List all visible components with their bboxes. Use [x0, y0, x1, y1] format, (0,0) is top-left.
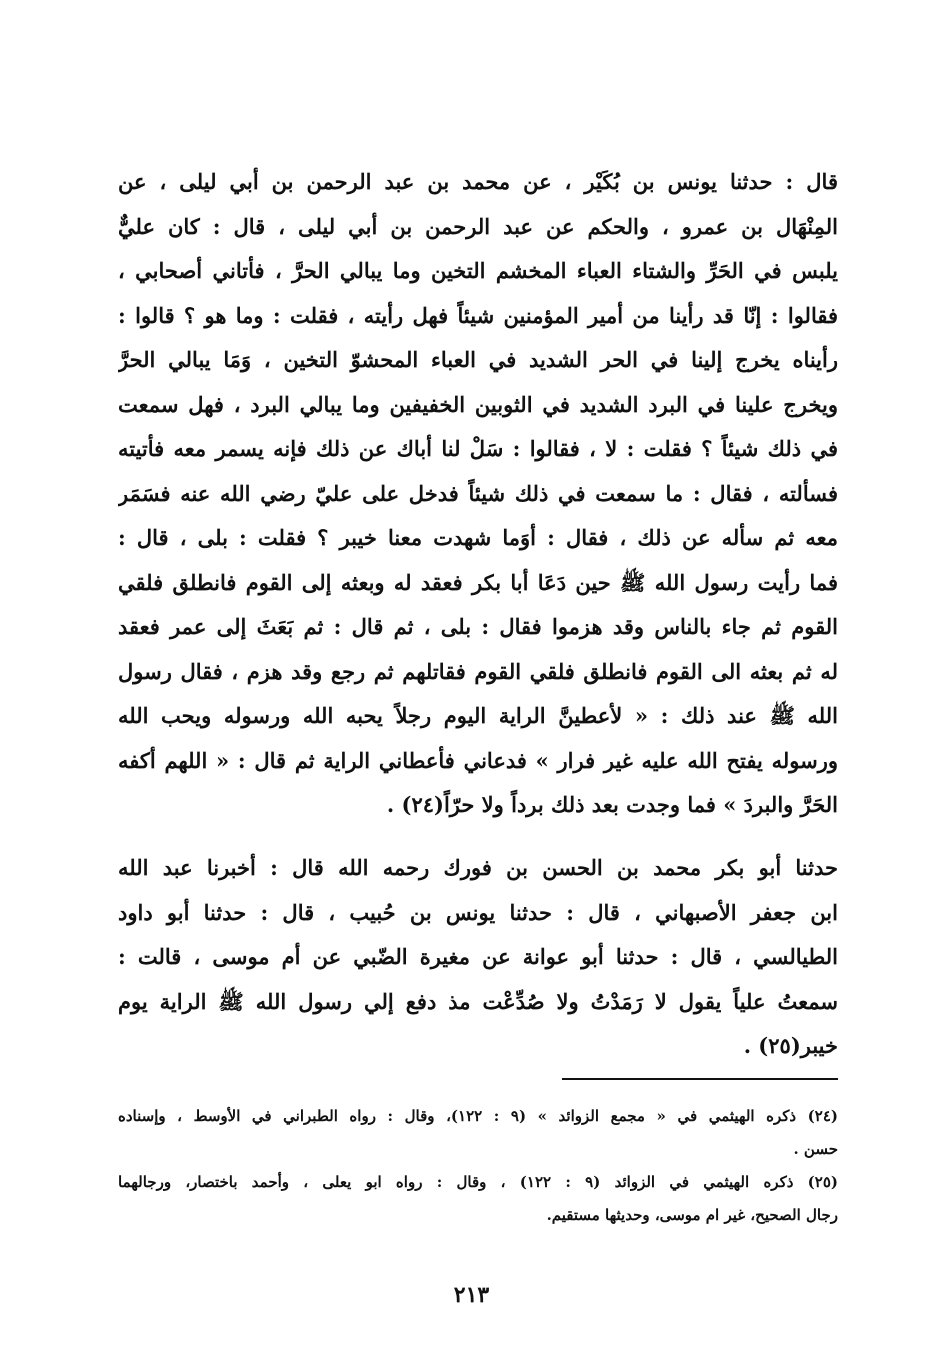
text-line: ويخرج علينا في البرد الشديد في الثوبين الخفيفين وما يبالي البرد ، فهل سمعت: [118, 391, 838, 417]
text-line: رأيناه يخرج إلينا في الحر الشديد في العباء المحشوّ التخين ، وَمَا يبالي الحرَّ: [118, 347, 838, 372]
text-line: ابن جعفر الأصبهاني ، قال : حدثنا يونس بن حُبيب ، قال : حدثنا أبو داود: [118, 899, 838, 925]
text-line: سمعتُ علياً يقول لا رَمَدْتُ ولا صُدِّعْت مذ دفع إلي رسول الله ﷺ الراية يوم: [118, 988, 838, 1014]
footnote-24: [118, 1100, 838, 1166]
text-line: الحَرَّ والبردَ » فما وجدت بعد ذلك برداً ولا حرّاً(٢٤) .: [386, 792, 838, 817]
footnote-line: (٢٤) ذكره الهيثمي في « مجمع الزوائد » (٩ : ١٢٢)، وقال : رواه الطبراني في الأوسط ، وإسناده: [118, 1107, 838, 1125]
text-line: الله ﷺ عند ذلك : « لأعطينَّ الراية اليوم رجلاً يحبه الله ورسوله ويحب الله: [118, 703, 838, 728]
text-line: فما رأيت رسول الله ﷺ حين دَعَا أبا بكر فعقد له وبعثه إلى القوم فانطلق فلقي: [118, 569, 838, 595]
paragraph-1: [118, 160, 838, 828]
text-line: الطيالسي ، قال : حدثنا أبو عوانة عن مغيرة الضّبي عن أم موسى ، قالت :: [118, 944, 838, 969]
footnote-divider: [562, 1078, 838, 1080]
page-number: ٢١٣: [453, 1282, 490, 1308]
text-line: معه ثم سأله عن ذلك ، فقال : أوَما شهدت معنا خيبر ؟ فقلت : بلى ، قال :: [118, 525, 838, 550]
text-line: في ذلك شيئاً ؟ فقلت : لا ، فقالوا : سَلْ لنا أباك عن ذلك فإنه يسمر معه فأتيته: [118, 436, 838, 461]
text-line: ورسوله يفتح الله عليه غير فرار » فدعاني فأعطاني الراية ثم قال : « اللهم أكفه: [118, 747, 838, 773]
footnote-line: حسن .: [793, 1140, 838, 1158]
text-line: له ثم بعثه الى القوم فانطلق فلقي القوم فقاتلهم ثم رجع وقد هزم ، فقال رسول: [118, 658, 838, 684]
footnote-line: رجال الصحيح، غير ام موسى، وحديثها مستقيم.: [546, 1206, 838, 1224]
text-line: فسألته ، فقال : ما سمعت في ذلك شيئاً فدخل على عليّ رضي الله عنه فسَمَر: [118, 480, 838, 506]
text-line: القوم ثم جاء بالناس وقد هزموا فقال : بلى ، ثم قال : ثم بَعَثَ إلى عمر فعقد: [118, 614, 838, 639]
text-line: خيبر(٢٥) .: [743, 1033, 838, 1058]
text-line: حدثنا أبو بكر محمد بن الحسن بن فورك رحمه الله قال : أخبرنا عبد الله: [118, 855, 838, 880]
text-line: المِنْهَال بن عمرو ، والحكم عن عبد الرحمن بن أبي ليلى ، قال : كان عليٌّ: [118, 213, 838, 239]
footnote-line: (٢٥) ذكره الهيثمي في الزوائد (٩ : ١٢٢) ، وقال : رواه ابو يعلى ، وأحمد باختصار، ورجالهما: [118, 1173, 838, 1191]
paragraph-2: [118, 846, 838, 1069]
footnotes: [118, 1100, 838, 1232]
text-line: قال : حدثنا يونس بن بُكَيْر ، عن محمد بن عبد الرحمن بن أبي ليلى ، عن: [118, 169, 838, 194]
footnote-25: [118, 1166, 838, 1232]
text-line: فقالوا : إنّا قد رأينا من أمير المؤمنين شيئاً فهل رأيته ، فقلت : وما هو ؟ قالوا :: [118, 302, 838, 328]
text-line: يلبس في الحَرِّ والشتاء العباء المخشم التخين وما يبالي الحرَّ ، فأتاني أصحابي ،: [118, 258, 838, 283]
